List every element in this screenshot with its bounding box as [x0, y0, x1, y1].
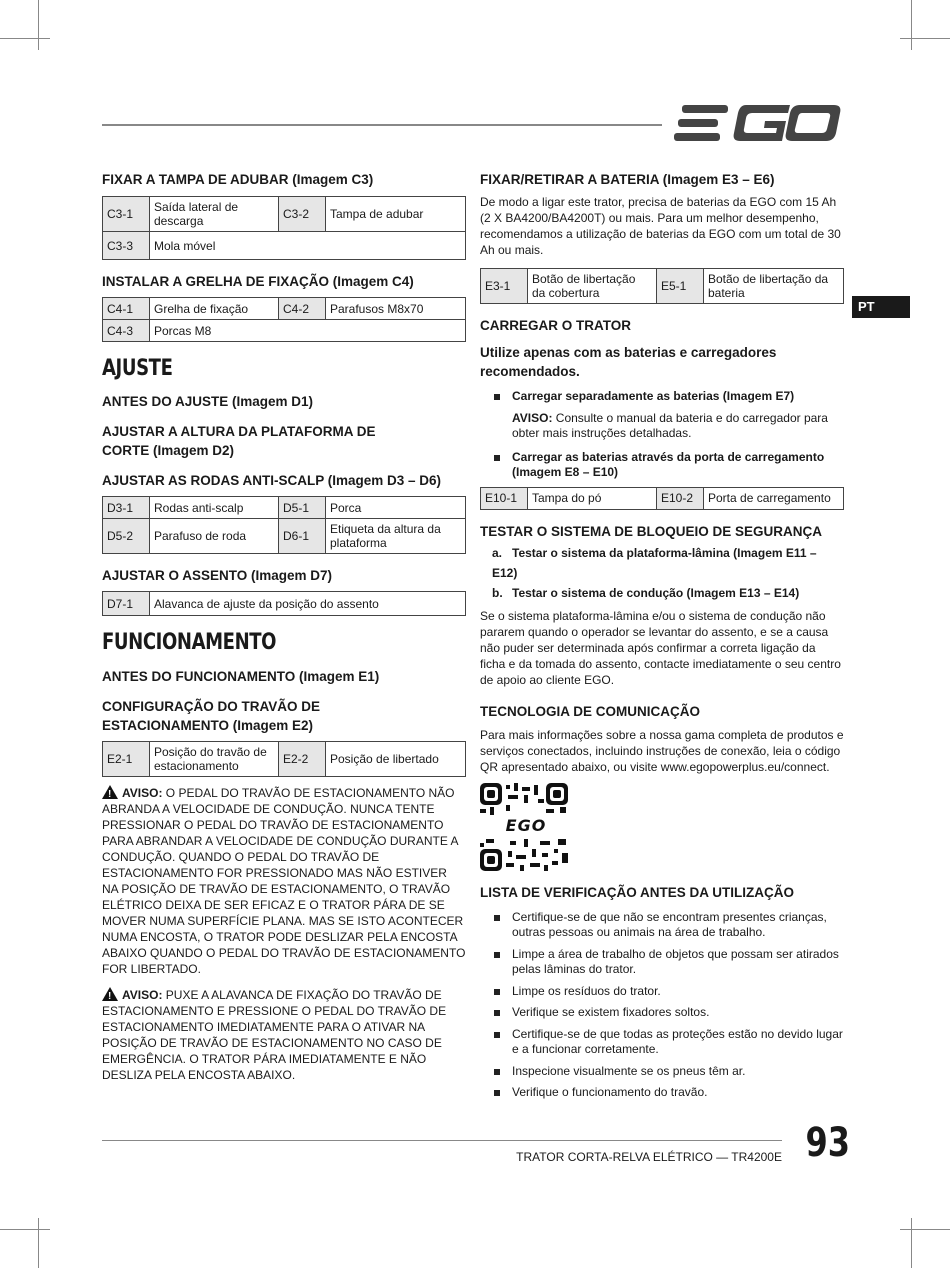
list-item-text: Carregar separadamente as baterias (Imagem E7)	[512, 389, 795, 403]
section-heading-safety: TESTAR O SISTEMA DE BLOQUEIO DE SEGURANÇA	[480, 523, 823, 539]
part-desc: Parafuso de roda	[150, 519, 279, 554]
part-desc: Porcas M8	[150, 320, 466, 342]
section-heading-d1: ANTES DO AJUSTE (Imagem D1)	[102, 394, 314, 409]
section-heading-d2: AJUSTAR A ALTURA DA PLATAFORMA DE CORTE (Imagem D2)	[102, 424, 376, 458]
crop-mark	[911, 0, 912, 50]
part-desc: Grelha de fixação	[150, 298, 279, 320]
list-item: Inspecione visualmente se os pneus têm ar.	[480, 1064, 844, 1080]
note-text: Consulte o manual da bateria e do carregador para obter mais instruções detalhadas.	[512, 410, 828, 440]
crop-mark	[900, 38, 950, 39]
list-item: Certifique-se de que todas as proteções estão no devido lugar e a funcionar corretamente.	[480, 1027, 844, 1058]
parts-table-d3	[102, 496, 466, 554]
warning-text: O PEDAL DO TRAVÃO DE ESTACIONAMENTO NÃO ABRANDA A VELOCIDADE DE CONDUÇÃO. NUNCA TENTE PRESSIONAR O PEDAL DO TRAVÃO DE ESTACIONAMENTO PARA ABRANDAR A VELOCIDADE DE CONDUÇÃO DURANTE A CONDUÇÃO. QUANDO O PEDAL DO TRAVÃO DE ESTACIONAMENTO FOR PRESSIONADO MAS NÃO ESTIVER NA POSIÇÃO DE TRAVÃO DE ESTACIONAMENTO, O TRAVÃO ELÉTRICO DEIXA DE SER EFICAZ E O TRATOR PÁRA DE SE MOVER NUMA SUPERFÍCIE PLANA. MAS SE ISTO ACONTECER NUMA ENCOSTA, O TRATOR PODE DESLIZAR PELA ENCOSTA ABAIXO QUANDO O PEDAL DO TRAVÃO DE ESTACIONAMENTO FOR LIBERTADO.	[102, 786, 466, 976]
list-item	[480, 450, 844, 481]
page-number: 93	[805, 1120, 850, 1166]
parts-table-e10	[480, 487, 844, 510]
part-desc: Rodas anti-scalp	[150, 497, 279, 519]
warning-label: AVISO:	[122, 988, 163, 1002]
crop-mark	[900, 1229, 950, 1230]
warning-text: PUXE A ALAVANCA DE FIXAÇÃO DO TRAVÃO DE ESTACIONAMENTO E PRESSIONE O PEDAL DO TRAVÃO DE ESTACIONAMENTO IMEDIATAMENTE PARA O ATIVAR NA POSIÇÃO DE TRAVÃO DE ESTACIONAMENTO NO CASO DE EMERGÊNCIA. O TRATOR PÁRA IMEDIATAMENTE E NÃO DESLIZA PELA ENCOSTA ABAIXO.	[102, 988, 447, 1082]
battery-text: De modo a ligar este trator, precisa de baterias da EGO com 15 Ah (2 X BA4200/BA4200T) ou mais. Para um melhor desempenho, recomendamos a utilização de baterias da EGO com um total de 30 Ah ou mais.	[480, 195, 841, 257]
crop-mark	[38, 1218, 39, 1268]
part-desc: Tampa de adubar	[326, 197, 466, 232]
warning-parking-brake	[102, 785, 466, 977]
footer-title: TRATOR CORTA-RELVA ELÉTRICO — TR4200E	[516, 1150, 782, 1164]
list-item: Limpe a área de trabalho de objetos que possam ser atirados pelas lâminas do trator.	[480, 947, 844, 978]
list-item-text: Carregar as baterias através da porta de carregamento (Imagem E8 – E10)	[512, 449, 825, 479]
section-heading-charge: CARREGAR O TRATOR	[480, 318, 631, 333]
warning-label: AVISO:	[122, 786, 163, 800]
section-heading-e2: CONFIGURAÇÃO DO TRAVÃO DE ESTACIONAMENTO (Imagem E2)	[102, 699, 320, 733]
part-code: E5-1	[657, 269, 704, 304]
part-code: C4-2	[279, 298, 326, 320]
list-item	[492, 583, 844, 603]
part-desc: Posição do travão de estacionamento	[150, 742, 279, 777]
part-desc: Porta de carregamento	[704, 487, 844, 509]
part-desc: Botão de libertação da cobertura	[528, 269, 657, 304]
chapter-title-ajuste: AJUSTE	[102, 356, 173, 381]
qr-logo: EGO	[500, 816, 552, 836]
header-rule	[102, 124, 662, 126]
checklist	[480, 910, 844, 1101]
crop-mark	[0, 38, 50, 39]
safety-text: Se o sistema plataforma-lâmina e/ou o sistema de condução não pararem quando o operador se levantar do assento, e se a causa não puder ser determinada após confirmar a correta ligação da ficha e da tomada do assento, contacte imediatamente o seu centro de apoio ao cliente EGO.	[480, 608, 841, 687]
list-item-text: Testar o sistema de condução (Imagem E13 – E14)	[512, 585, 800, 600]
part-desc: Parafusos M8x70	[326, 298, 466, 320]
part-code: E3-1	[481, 269, 528, 304]
section-heading-checklist: LISTA DE VERIFICAÇÃO ANTES DA UTILIZAÇÃO	[480, 884, 794, 900]
part-code: C3-2	[279, 197, 326, 232]
part-code: D6-1	[279, 519, 326, 554]
part-desc: Tampa do pó	[528, 487, 657, 509]
part-code: D7-1	[103, 592, 150, 616]
part-code: E10-2	[657, 487, 704, 509]
crop-mark	[0, 1229, 50, 1230]
warning-icon	[102, 785, 118, 799]
part-code: D5-1	[279, 497, 326, 519]
part-code: D3-1	[103, 497, 150, 519]
charge-subheading: Utilize apenas com as baterias e carregadores recomendados.	[480, 345, 777, 379]
parts-table-e2	[102, 741, 466, 777]
charge-list	[480, 389, 844, 481]
crop-mark	[911, 1218, 912, 1268]
parts-table-c3	[102, 196, 466, 260]
part-desc: Saída lateral de descarga	[150, 197, 279, 232]
list-item: Verifique o funcionamento do travão.	[480, 1085, 844, 1101]
footer-rule	[102, 1140, 782, 1141]
charge-note	[512, 411, 844, 442]
part-code: D5-2	[103, 519, 150, 554]
part-code: E2-1	[103, 742, 150, 777]
section-heading-d3: AJUSTAR AS RODAS ANTI-SCALP (Imagem D3 – D6)	[102, 473, 442, 488]
section-heading-comm: TECNOLOGIA DE COMUNICAÇÃO	[480, 703, 700, 719]
part-code: C3-1	[103, 197, 150, 232]
parts-table-d7	[102, 591, 466, 616]
part-desc: Alavanca de ajuste da posição do assento	[150, 592, 466, 616]
comm-text: Para mais informações sobre a nossa gama completa de produtos e serviços conectados, incluindo instruções de conexão, leia o código QR apresentado abaixo, ou visite www.egopowerplus.eu/connect.	[480, 727, 844, 774]
list-item	[492, 543, 844, 583]
list-item-text: Testar o sistema da plataforma-lâmina (Imagem E11 – E12)	[492, 545, 817, 580]
part-code: E10-1	[481, 487, 528, 509]
language-tab: PT	[852, 296, 910, 318]
part-desc: Botão de libertação da bateria	[704, 269, 844, 304]
section-heading-c3: FIXAR A TAMPA DE ADUBAR (Imagem C3)	[102, 172, 374, 187]
brand-logo	[672, 100, 844, 146]
part-desc: Porca	[326, 497, 466, 519]
warning-icon	[102, 987, 118, 1001]
note-label: AVISO:	[512, 410, 553, 425]
list-item	[480, 389, 844, 442]
section-heading-e3: FIXAR/RETIRAR A BATERIA (Imagem E3 – E6)	[480, 172, 775, 187]
parts-table-c4	[102, 297, 466, 342]
list-item: Verifique se existem fixadores soltos.	[480, 1005, 844, 1021]
part-code: C4-3	[103, 320, 150, 342]
section-heading-d7: AJUSTAR O ASSENTO (Imagem D7)	[102, 568, 333, 583]
section-heading-e1: ANTES DO FUNCIONAMENTO (Imagem E1)	[102, 669, 380, 684]
list-item: Certifique-se de que não se encontram presentes crianças, outras pessoas ou animais na área de trabalho.	[480, 910, 844, 941]
chapter-title-funcionamento: FUNCIONAMENTO	[102, 630, 277, 655]
section-heading-c4: INSTALAR A GRELHA DE FIXAÇÃO (Imagem C4)	[102, 274, 414, 289]
right-column	[480, 170, 844, 1107]
part-code: E2-2	[279, 742, 326, 777]
parts-table-e3	[480, 268, 844, 304]
step-mark: a.	[492, 545, 503, 560]
safety-steps	[480, 543, 844, 603]
list-item: Limpe os resíduos do trator.	[480, 984, 844, 1000]
warning-emergency	[102, 987, 466, 1083]
part-code: C3-3	[103, 232, 150, 260]
crop-mark	[38, 0, 39, 50]
step-mark: b.	[492, 585, 503, 600]
left-column	[102, 170, 466, 1083]
qr-code	[480, 783, 570, 873]
part-desc: Posição de libertado	[326, 742, 466, 777]
part-code: C4-1	[103, 298, 150, 320]
part-desc: Etiqueta da altura da plataforma	[326, 519, 466, 554]
part-desc: Mola móvel	[150, 232, 466, 260]
